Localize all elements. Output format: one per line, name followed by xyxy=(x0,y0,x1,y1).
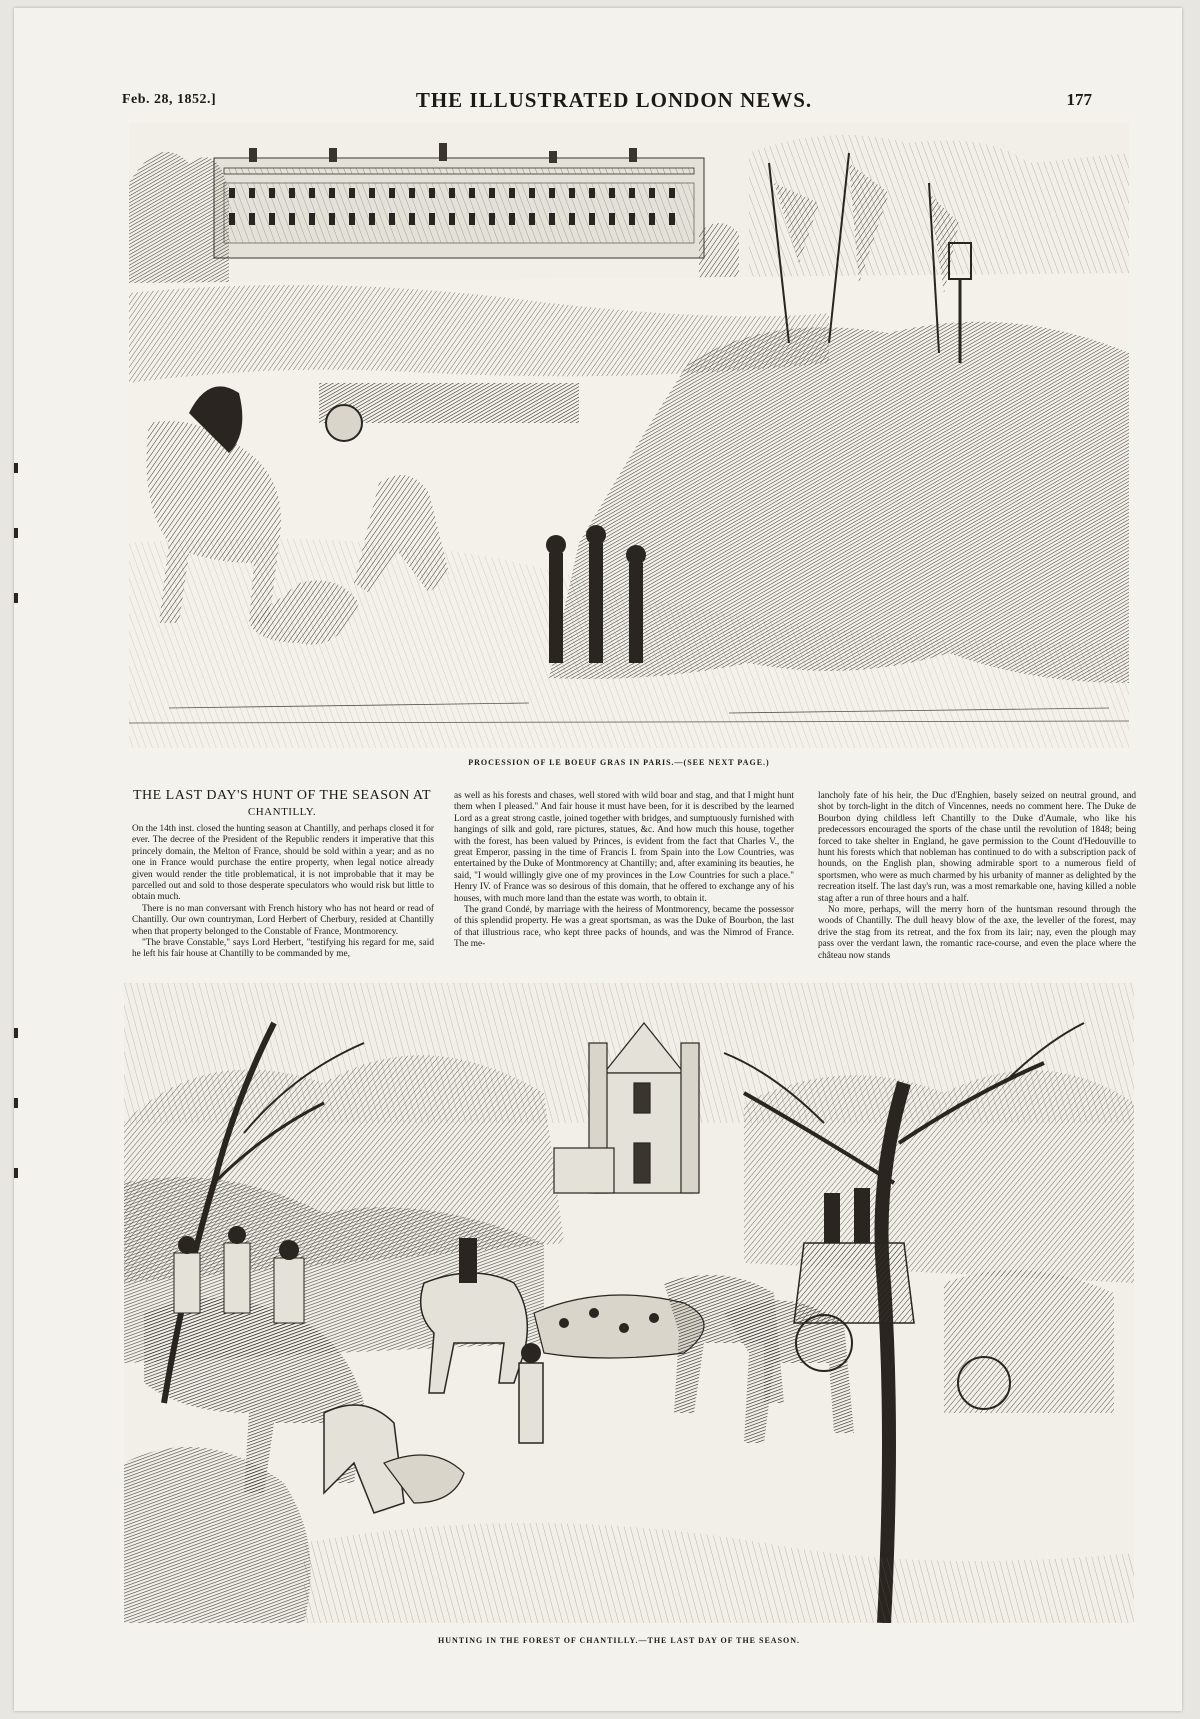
paragraph: lancholy fate of his heir, the Duc d'Enghien, basely seized on neutral ground, and shot by torch-light in the ditch of Vincennes, needs no comment here. The Duke de Bourbon dying childless left Chantilly to the Duke d'Aumale, who like his predecessors encouraged the sports of the chase until the revolution of 1848; being forced to take shelter in England, he gave permission to the Count d'Hedouville to hunt his forests which that nobleman has continued to do with a subscription pack of hounds, on the English plan, showing admirable sport to a numerous field of sportsmen, who were as much charmed by his urbanity of manner as delighted by the recreation itself. The last day's run, was a most remarkable one, having killed a noble stag after a run of three hours and a half. xyxy=(818,791,1136,904)
paragraph: The grand Condé, by marriage with the heiress of Montmorency, became the possessor of this splendid property. He was a great sportsman, as was the Duke of Bourbon, the last of that illustrious race, who kept three packs of hounds, and was the Nimrod of France. The me- xyxy=(454,905,794,950)
article-title xyxy=(132,788,432,820)
paragraph: There is no man conversant with French history who has not heard or read of Chantilly. Our own countryman, Lord Herbert of Cherbury, resided at Chantilly when that property belonged to the Constable of France, Montmorency. xyxy=(132,903,434,937)
paragraph: "The brave Constable," says Lord Herbert, "testifying his regard for me, said he left his fair house at Chantilly to be commanded by me, xyxy=(132,938,434,960)
article-column-1 xyxy=(132,824,434,970)
procession-caption: PROCESSION OF LE BOEUF GRAS IN PARIS.—(SEE NEXT PAGE.) xyxy=(468,758,770,767)
masthead-title: THE ILLUSTRATED LONDON NEWS. xyxy=(415,88,813,112)
page-header xyxy=(114,88,1114,118)
article-column-2 xyxy=(454,791,794,971)
page-number: 177 xyxy=(1066,90,1092,109)
paragraph: On the 14th inst. closed the hunting season at Chantilly, and perhaps closed it for ever. The decree of the President of the Republic renders it imperative that this princely domain, the Melton of France, should be sold within a year; and as no one in France would purchase the entire property, when legal notice already given would render the title problematical, it is not improbable that it may be parcelled out and sold to those desperate speculators who would risk but little to obtain much. xyxy=(132,824,434,903)
article-column-3 xyxy=(818,791,1136,971)
procession-engraving xyxy=(129,123,1129,748)
article-title-line-1: THE LAST DAY'S HUNT OF THE SEASON AT xyxy=(132,788,432,803)
paragraph: No more, perhaps, will the merry horn of the huntsman resound through the woods of Chantilly. The dull heavy blow of the axe, the leveller of the forest, may drive the stag from its retreat, and the fox from its lair; nay, even the plough may pass over the verdant lawn, the romantic race-course, and even the place where the château now stands xyxy=(818,905,1136,961)
hunt-engraving xyxy=(124,983,1134,1623)
issue-date: Feb. 28, 1852.] xyxy=(122,92,217,107)
paragraph: as well as his forests and chases, well stored with wild boar and stag, and that I might hunt them when I pleased." And fair house it must have been, for it is described by the learned Lord as a great strong castle, joined together with bridges, and sumptuously furnished with hangings of silk and gold, rare pictures, statues, &c. And how much this house, together with the forest, has been valued by Princes, is evident from the fact that Charles V., the great Emperor, passing in the time of Francis I. from Spain into the Low Countries, was entertained by the Duke of Montmorency at Chantilly; and, after examining its beauties, he said, "I would willingly give one of my provinces in the Low Countries for such a place." Henry IV. of France was so desirous of this domain, that he offered to exchange any of his houses, with much more land than the estate was worth, to obtain it. xyxy=(454,791,794,904)
hunt-caption: HUNTING IN THE FOREST OF CHANTILLY.—THE LAST DAY OF THE SEASON. xyxy=(437,1636,801,1645)
article-title-line-2: CHANTILLY. xyxy=(247,806,317,818)
newspaper-page xyxy=(14,8,1182,1711)
